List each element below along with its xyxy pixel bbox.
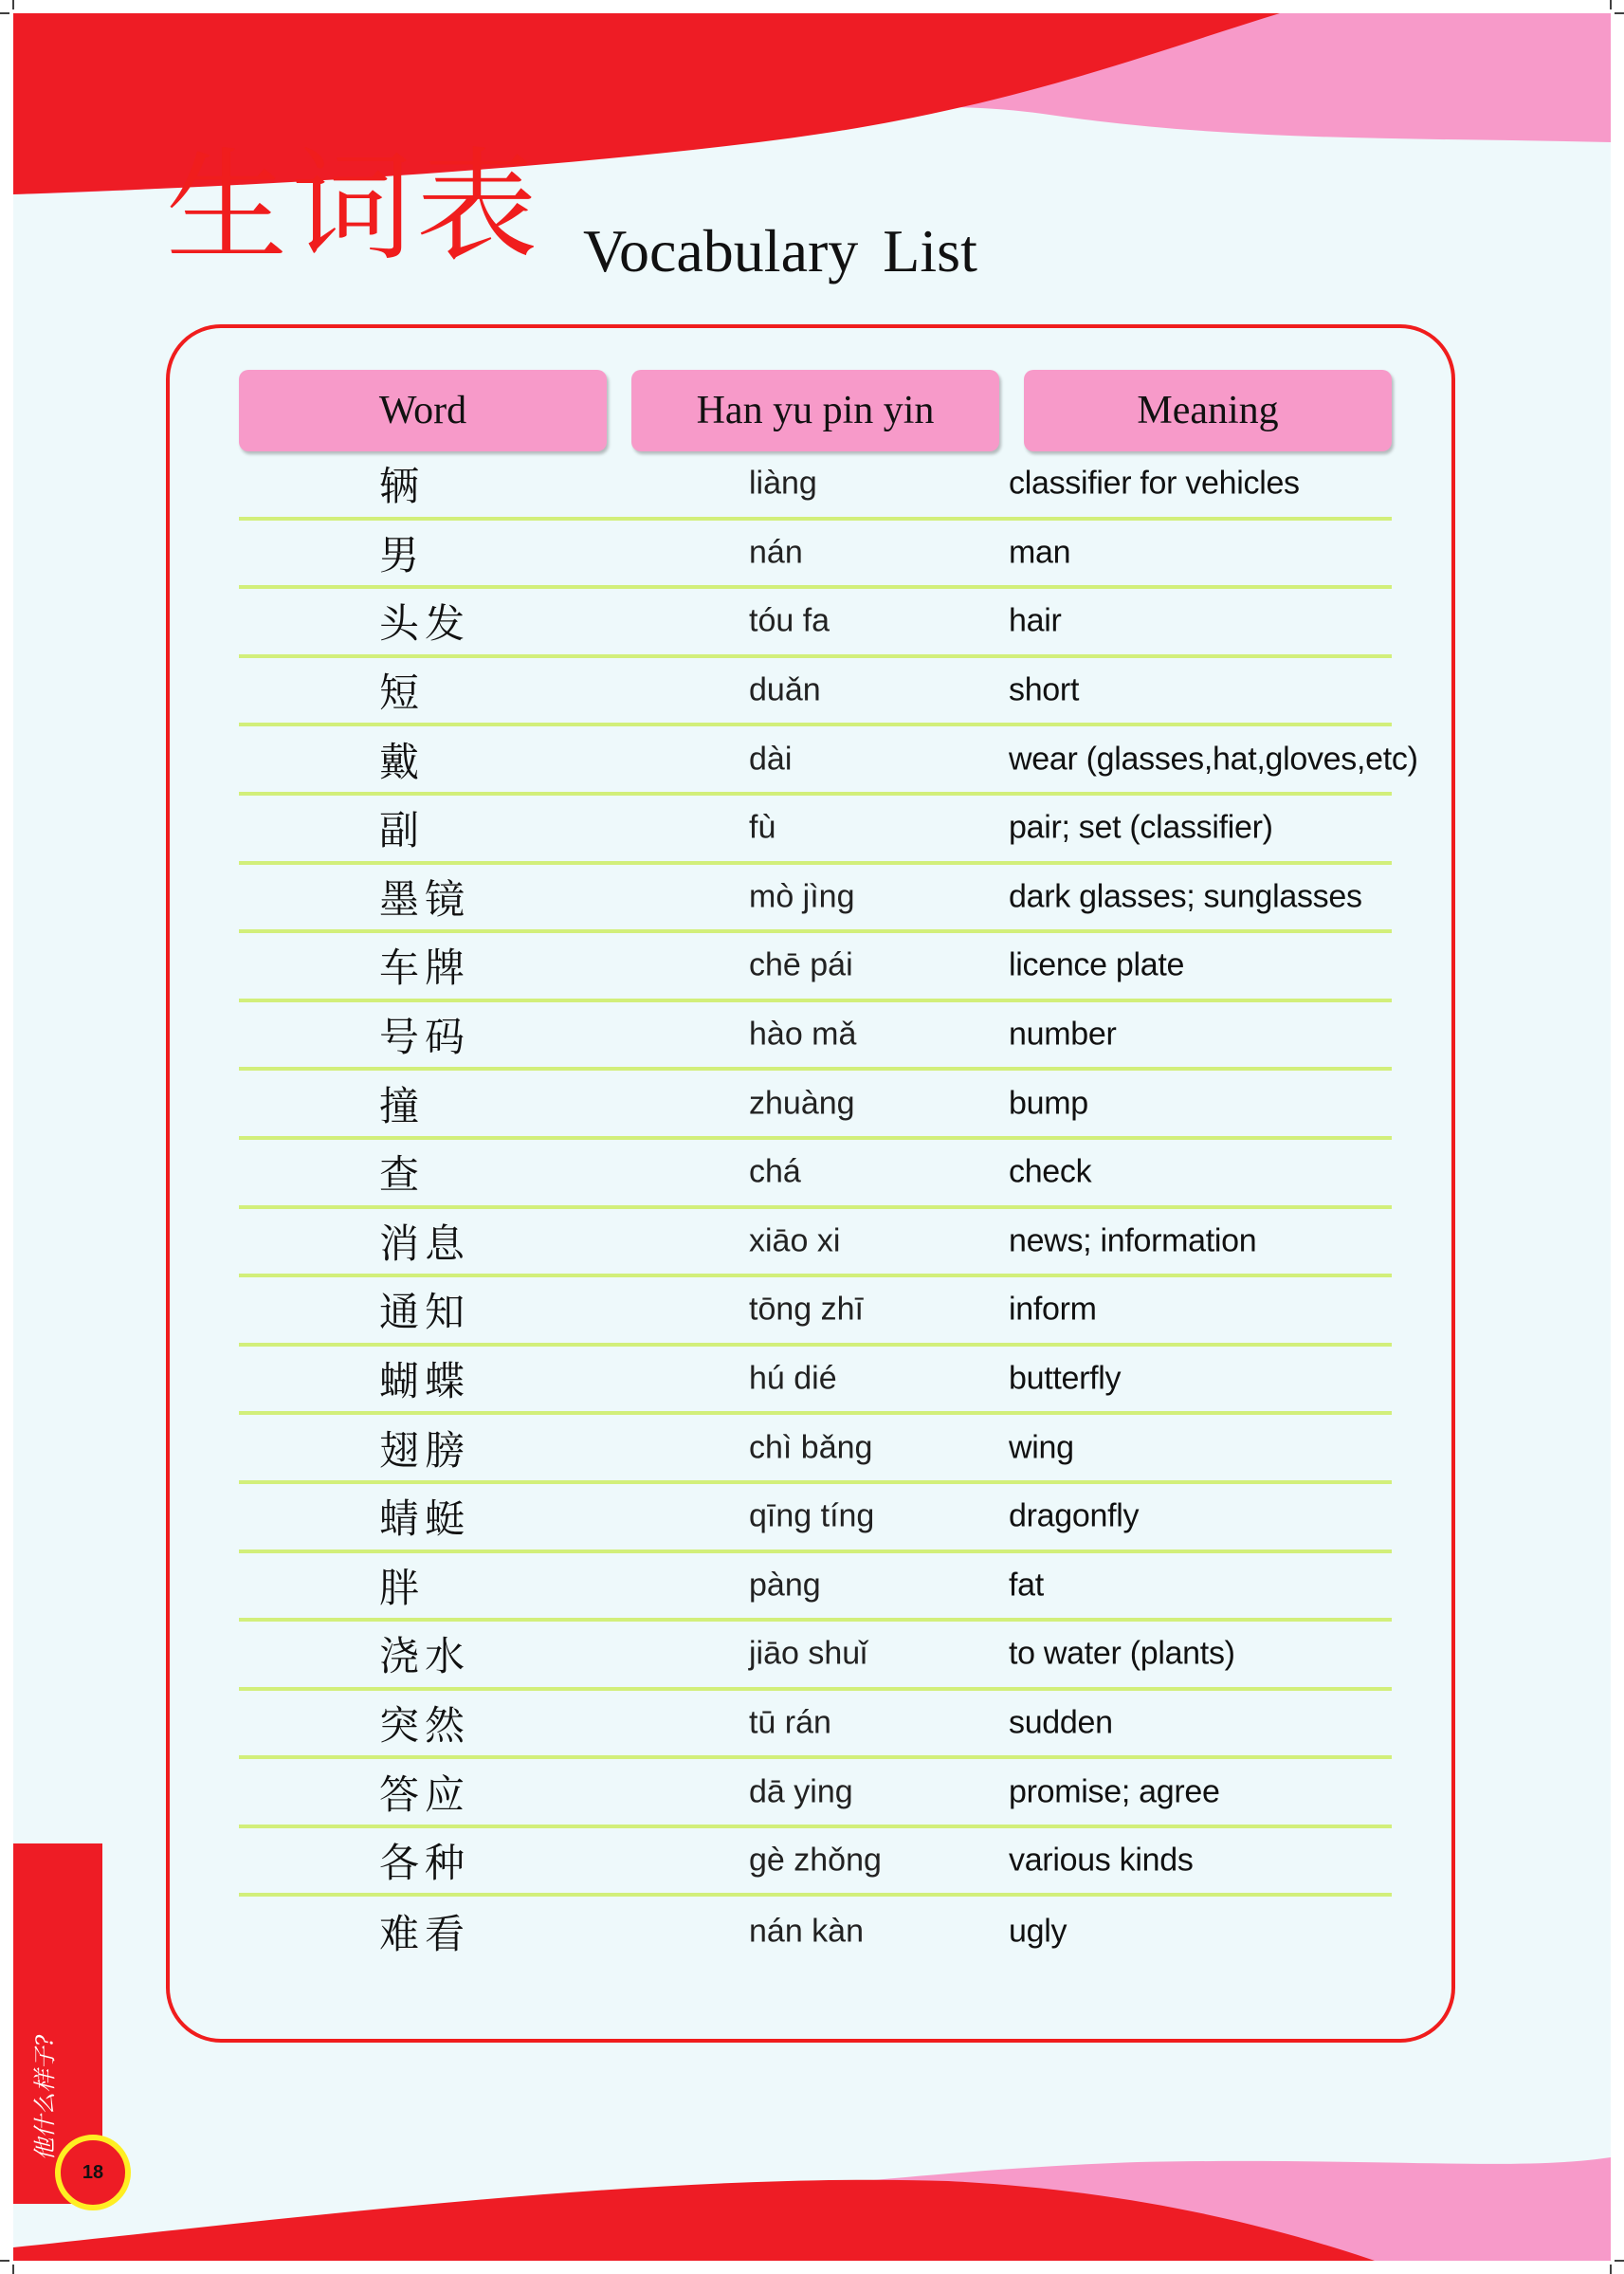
word-cell: 消息 [379, 1220, 471, 1267]
pinyin-cell: fù [749, 809, 776, 846]
meaning-cell: dark glasses; sunglasses [1009, 878, 1362, 915]
table-row [239, 1484, 1392, 1553]
table-row [239, 1347, 1392, 1416]
table-row [239, 1622, 1392, 1691]
word-cell: 难看 [379, 1910, 471, 1957]
meaning-cell: classifier for vehicles [1009, 465, 1300, 502]
table-row [239, 589, 1392, 658]
meaning-cell: inform [1009, 1291, 1097, 1328]
table-row [239, 1897, 1392, 1966]
vocabulary-table [239, 451, 1418, 1966]
meaning-cell: fat [1009, 1567, 1044, 1604]
pinyin-cell: qīng tíng [749, 1497, 875, 1534]
pinyin-cell: xiāo xi [749, 1222, 841, 1259]
pinyin-cell: tū rán [749, 1704, 831, 1741]
table-row [239, 1828, 1392, 1898]
word-cell: 戴 [379, 738, 426, 785]
table-row [239, 521, 1392, 590]
word-cell: 胖 [379, 1564, 426, 1611]
meaning-cell: check [1009, 1153, 1092, 1190]
word-cell: 通知 [379, 1289, 471, 1336]
word-cell: 墨镜 [379, 875, 471, 923]
pinyin-cell: dā ying [749, 1773, 853, 1810]
word-cell: 各种 [379, 1840, 471, 1887]
meaning-cell: man [1009, 534, 1071, 571]
table-row [239, 865, 1392, 934]
word-cell: 头发 [379, 600, 471, 648]
meaning-cell: ugly [1009, 1913, 1067, 1950]
word-cell: 男 [379, 531, 426, 578]
word-cell: 撞 [379, 1082, 426, 1129]
pinyin-cell: chì bǎng [749, 1429, 873, 1466]
table-row [239, 658, 1392, 727]
word-cell: 辆 [379, 463, 426, 510]
table-row [239, 1759, 1392, 1828]
word-cell: 号码 [379, 1014, 471, 1061]
table-row [239, 1002, 1392, 1072]
word-cell: 翅膀 [379, 1426, 471, 1474]
pinyin-cell: tōng zhī [749, 1291, 864, 1328]
table-row [239, 1553, 1392, 1623]
word-cell: 蝴蝶 [379, 1358, 471, 1405]
table-row [239, 1209, 1392, 1278]
word-cell: 突然 [379, 1701, 471, 1749]
word-cell: 蜻蜓 [379, 1495, 471, 1543]
header-pinyin: Han yu pin yin [631, 370, 999, 451]
pinyin-cell: chē pái [749, 946, 853, 983]
pinyin-cell: chá [749, 1153, 801, 1190]
pinyin-cell: pàng [749, 1567, 821, 1604]
meaning-cell: sudden [1009, 1704, 1113, 1741]
word-cell: 车牌 [379, 944, 471, 992]
pinyin-cell: nán kàn [749, 1913, 864, 1950]
table-row [239, 726, 1418, 796]
meaning-cell: number [1009, 1016, 1117, 1053]
table-row [239, 1071, 1392, 1140]
pinyin-cell: dài [749, 741, 793, 778]
table-row [239, 1691, 1392, 1760]
pinyin-cell: hào mǎ [749, 1016, 857, 1053]
pinyin-cell: tóu fa [749, 602, 830, 639]
table-row [239, 1140, 1392, 1209]
meaning-cell: dragonfly [1009, 1497, 1140, 1534]
page-title-english: Vocabulary List [583, 217, 977, 284]
page-number: 18 [55, 2135, 131, 2210]
header-meaning: Meaning [1024, 370, 1392, 451]
pinyin-cell: duǎn [749, 671, 821, 708]
meaning-cell: licence plate [1009, 946, 1185, 983]
pinyin-cell: jiāo shuǐ [749, 1635, 867, 1672]
word-cell: 答应 [379, 1770, 471, 1818]
meaning-cell: butterfly [1009, 1360, 1122, 1397]
word-cell: 副 [379, 807, 426, 854]
meaning-cell: pair; set (classifier) [1009, 809, 1273, 846]
table-row [239, 933, 1392, 1002]
word-cell: 短 [379, 669, 426, 717]
chapter-title-vertical: 他什么样子? [31, 2034, 59, 2161]
meaning-cell: hair [1009, 602, 1062, 639]
page-title-chinese: 生词表 [166, 137, 542, 278]
pinyin-cell: mò jìng [749, 878, 855, 915]
meaning-cell: bump [1009, 1085, 1088, 1122]
table-row [239, 796, 1392, 865]
table-row [239, 1415, 1392, 1484]
meaning-cell: promise; agree [1009, 1773, 1220, 1810]
pinyin-cell: zhuàng [749, 1085, 855, 1122]
word-cell: 浇水 [379, 1633, 471, 1680]
meaning-cell: to water (plants) [1009, 1635, 1235, 1672]
pinyin-cell: gè zhǒng [749, 1842, 882, 1879]
word-cell: 查 [379, 1151, 426, 1199]
meaning-cell: wear (glasses,hat,gloves,etc) [1009, 741, 1418, 778]
header-word: Word [239, 370, 607, 451]
pinyin-cell: nán [749, 534, 803, 571]
meaning-cell: various kinds [1009, 1842, 1194, 1879]
meaning-cell: news; information [1009, 1222, 1257, 1259]
table-row [239, 1277, 1392, 1347]
pinyin-cell: hú dié [749, 1360, 837, 1397]
meaning-cell: wing [1009, 1429, 1074, 1466]
table-row [239, 451, 1392, 521]
meaning-cell: short [1009, 671, 1080, 708]
pinyin-cell: liàng [749, 465, 817, 502]
